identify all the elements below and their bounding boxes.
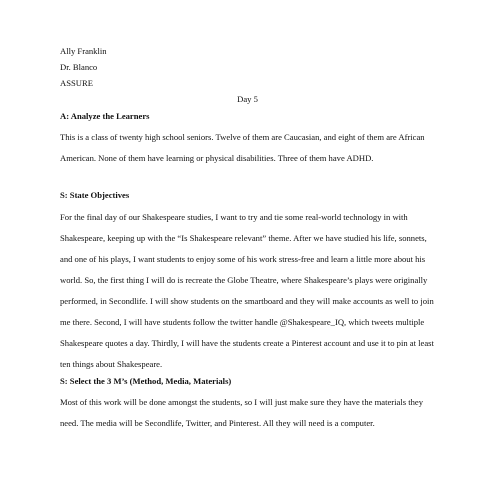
section-heading-materials: S: Select the 3 M’s (Method, Media, Materials)	[60, 376, 232, 386]
section-body-objectives: For the final day of our Shakespeare studies, I want to try and tie some real-world technology in with Shakespeare, keeping up with the “Is Shakespeare relevant” theme. After we have studied his life, sonnets, and one of his plays, I want students to enjoy some of his work stress-free and learn a little more about his world. So, the first thing I will do is recreate the Globe Theatre, where Shakespeare’s plays were originally performed, in Secondlife. I will show students on the smartboard and they will make accounts as well to join me there. Second, I will have students follow the twitter handle @Shakespeare_IQ, which tweets multiple Shakespeare quotes a day. Thirdly, I will have the students create a Pinterest account and use it to pin at least ten things about Shakespeare.	[60, 212, 434, 369]
section-body-materials: Most of this work will be done amongst the students, so I will just make sure they have the materials they need. The media will be Secondlife, Twitter, and Pinterest. All they will need is a computer.	[60, 397, 424, 428]
day-label: Day 5	[237, 94, 258, 104]
instructor-name: Dr. Blanco	[60, 62, 98, 72]
section-body-analyze: This is a class of twenty high school seniors. Twelve of them are Caucasian, and eight of them are African American. None of them have learning or physical disabilities. Three of them have ADHD.	[60, 132, 425, 163]
course-name: ASSURE	[60, 78, 93, 88]
section-heading-analyze: A: Analyze the Learners	[60, 111, 150, 121]
section-heading-objectives: S: State Objectives	[60, 190, 130, 200]
author-name: Ally Franklin	[60, 46, 107, 56]
